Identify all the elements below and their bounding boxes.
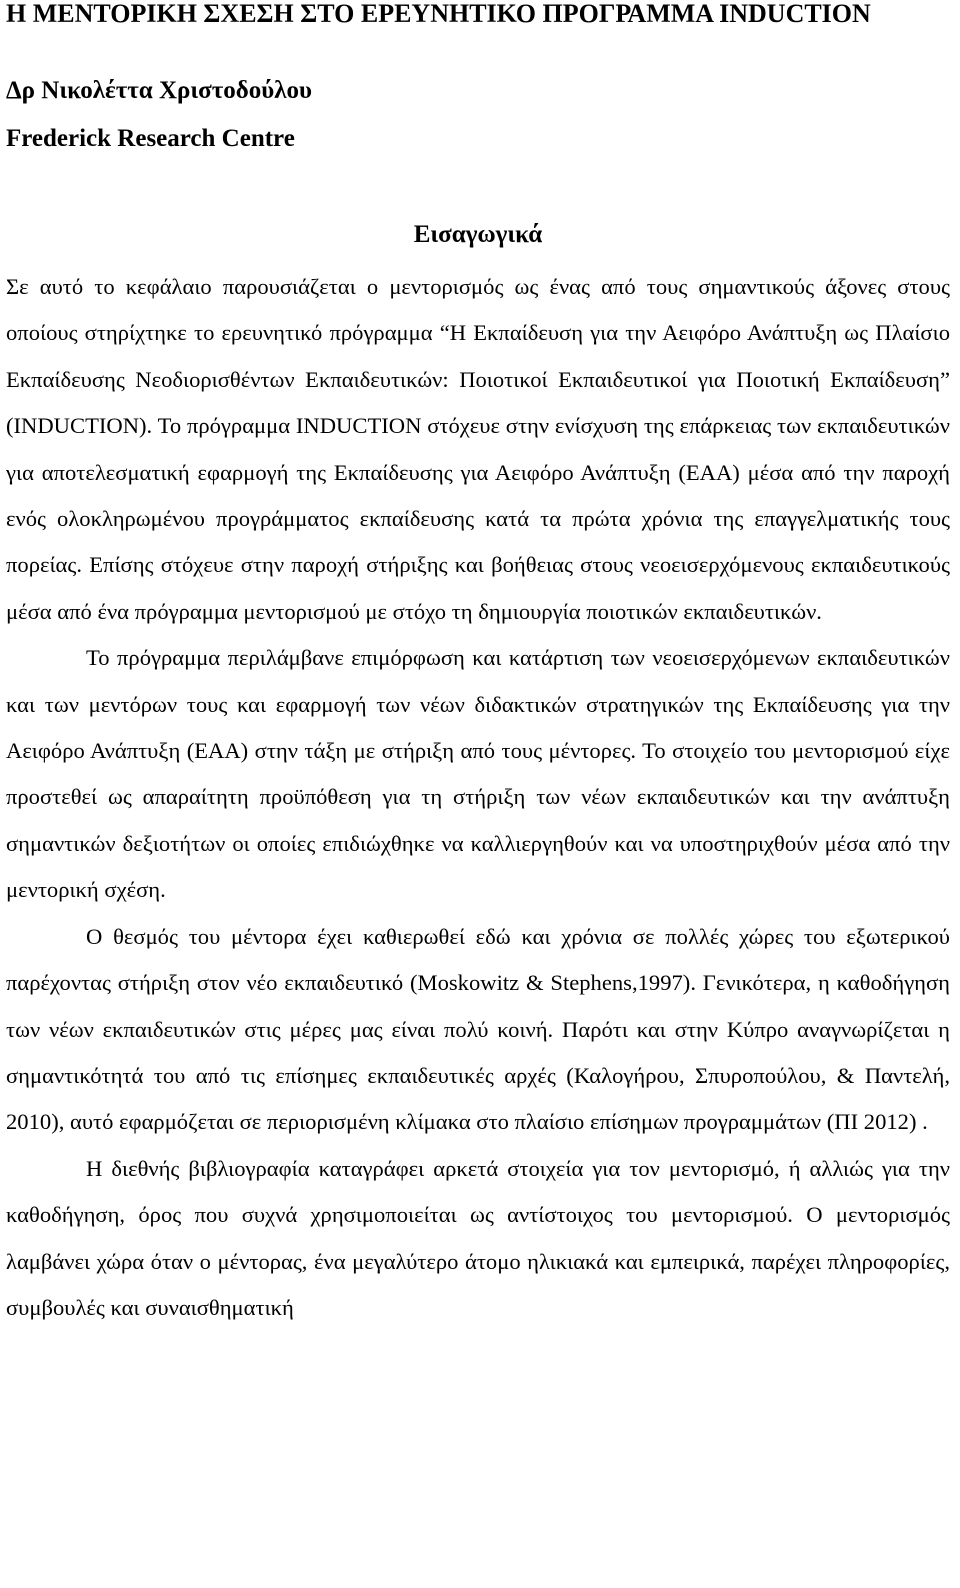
paragraph-3: Ο θεσμός του μέντορα έχει καθιερωθεί εδώ και χρόνια σε πολλές χώρες του εξωτερικού παρέχοντας στήριξη στον νέο εκπαιδευτικό (Moskowitz & Stephens,1997). Γενικότερα, η καθοδήγηση των νέων εκπαιδευτικών στις μέρες μας είναι πολύ κοινή. Παρότι και στην Κύπρο αναγνωρίζεται η σημαντικότητά του από τις επίσημες εκπαιδευτικές αρχές (Καλογήρου, Σπυροπούλου, & Παντελή, 2010), αυτό εφαρμόζεται σε περιορισμένη κλίμακα στο πλαίσιο επίσημων προγραμμάτων (ΠΙ 2012) . [6, 923, 950, 1135]
paragraph-4: Η διεθνής βιβλιογραφία καταγράφει αρκετά στοιχεία για τον μεντορισμό, ή αλλιώς για την καθοδήγηση, όρος που συχνά χρησιμοποιείται ως αντίστοιχος του μεντορισμού. Ο μεντορισμός λαμβάνει χώρα όταν ο μέντορας, ένα μεγαλύτερο άτομο ηλικιακά και εμπειρικά, παρέχει πληροφορίες, συμβουλές και συναισθηματική [6, 1155, 950, 1320]
body-text [6, 264, 950, 1331]
paragraph-1: Σε αυτό το κεφάλαιο παρουσιάζεται ο μεντορισμός ως ένας από τους σημαντικούς άξονες στους οποίους στηρίχτηκε το ερευνητικό πρόγραμμα “Η Εκπαίδευση για την Αειφόρο Ανάπτυξη ως Πλαίσιο Εκπαίδευσης Νεοδιορισθέντων Εκπαιδευτικών: Ποιοτικοί Εκπαιδευτικοί για Ποιοτική Εκπαίδευση” (INDUCTION). Το πρόγραμμα INDUCTION στόχευε στην ενίσχυση της επάρκειας των εκπαιδευτικών για αποτελεσματική εφαρμογή της Εκπαίδευσης για Αειφόρο Ανάπτυξη (ΕΑΑ) μέσα από την παροχή ενός ολοκληρωμένου προγράμματος εκπαίδευσης κατά τα πρώτα χρόνια της επαγγελματικής τους πορείας. Επίσης στόχευε στην παροχή στήριξης και βοήθειας στους νεοεισερχόμενους εκπαιδευτικούς μέσα από ένα πρόγραμμα μεντορισμού με στόχο τη δημιουργία ποιοτικών εκπαιδευτικών. [6, 274, 950, 624]
document-title: Η ΜΕΝΤΟΡΙΚΗ ΣΧΕΣΗ ΣΤΟ ΕΡΕΥΝΗΤΙΚΟ ΠΡΟΓΡΑΜΜΑ INDUCTION [6, 0, 871, 28]
author-affiliation: Frederick Research Centre [6, 125, 295, 152]
paragraph-2: Το πρόγραμμα περιλάμβανε επιμόρφωση και κατάρτιση των νεοεισερχόμενων εκπαιδευτικών και των μεντόρων τους και εφαρμογή των νέων διδακτικών στρατηγικών της Εκπαίδευσης για την Αειφόρο Ανάπτυξη (ΕΑΑ) στην τάξη με στήριξη από τους μέντορες. Το στοιχείο του μεντορισμού είχε προστεθεί ως απαραίτητη προϋπόθεση για τη στήριξη των νέων εκπαιδευτικών και την ανάπτυξη σημαντικών δεξιοτήτων οι οποίες επιδιώχθηκε να καλλιεργηθούν και να υποστηριχθούν μέσα από την μεντορική σχέση. [6, 645, 950, 903]
section-heading: Εισαγωγικά [413, 221, 543, 248]
author-name: Δρ Νικολέττα Χριστοδούλου [6, 77, 312, 104]
